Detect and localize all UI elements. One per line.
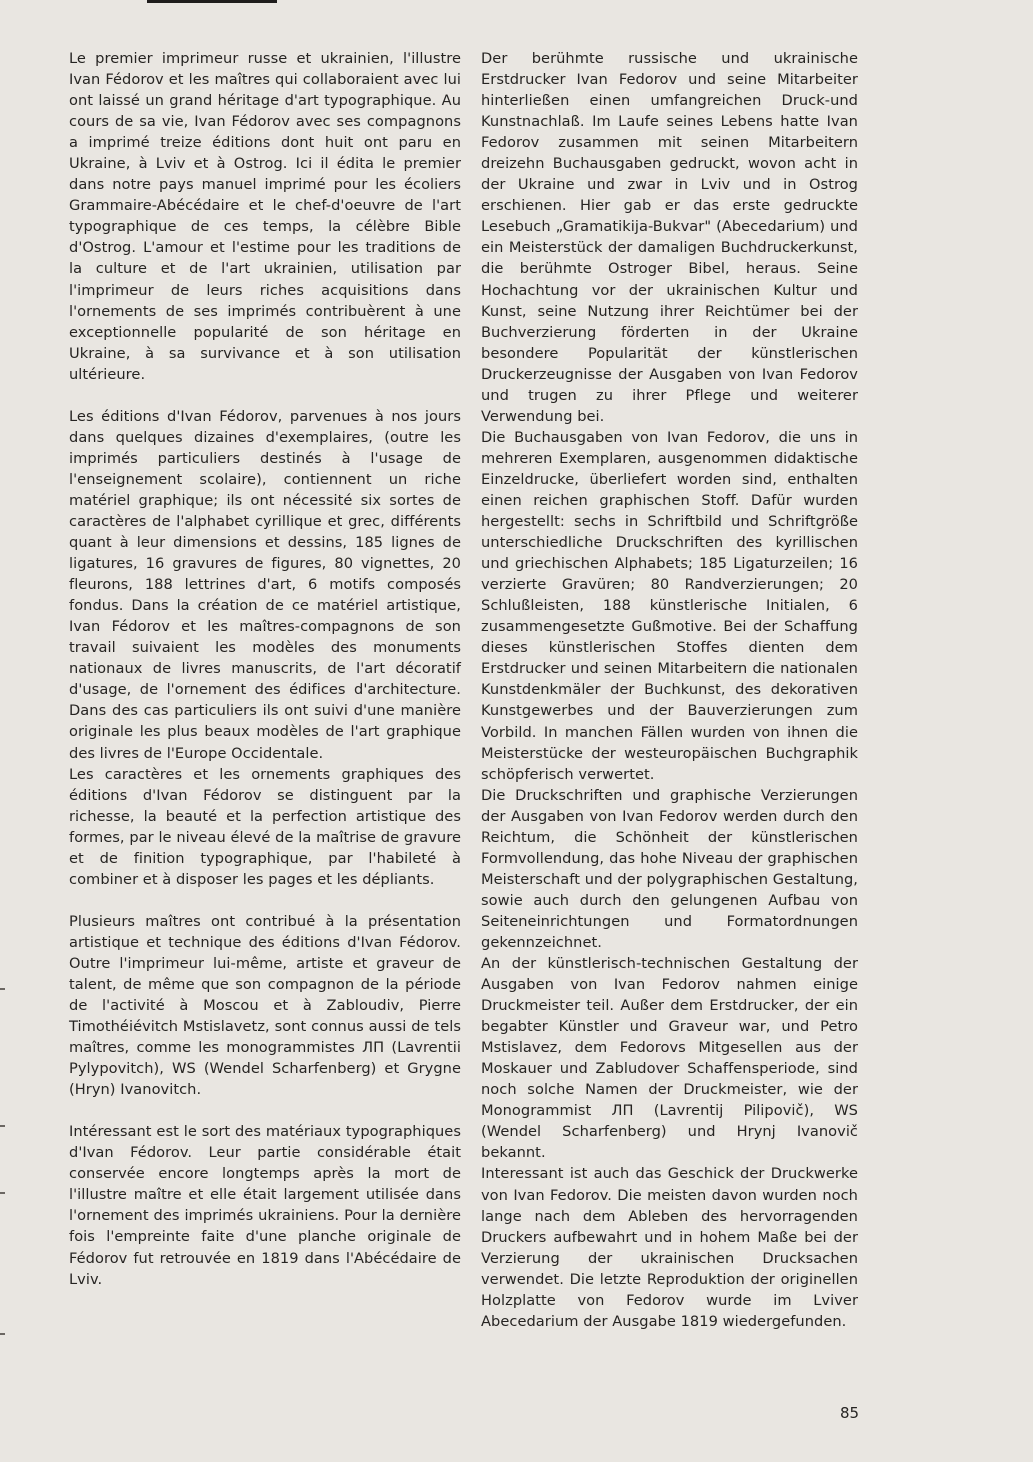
french-column: [69, 48, 461, 1290]
top-rule: [147, 0, 277, 3]
margin-mark: [0, 1192, 5, 1194]
german-paragraph-1: Der berühmte russische und ukrainische Erstdrucker Ivan Fedorov und seine Mitarbeiter hinterließen einen umfangreichen Druck-und Kunstnachlaß. Im Laufe seines Lebens hatte Ivan Fedorov zusammen mit seinen Mitarbeitern dreizehn Buchausgaben gedruckt, wovon acht in der Ukraine und zwar in Lviv und in Ostrog erschienen. Hier gab er das erste gedruckte Lesebuch „Gramatikija-Bukvar" (Abecedarium) und ein Meisterstück der damaligen Buchdruckerkunst, die berühmte Ostroger Bibel, heraus. Seine Hochachtung vor der ukrainischen Kultur und Kunst, seine Nutzung ihrer Reichtümer bei der Buchverzierung förderten in der Ukraine besondere Popularität der künstlerischen Druckerzeugnisse der Ausgaben von Ivan Fedorov und trugen zu ihrer Pflege und weiterer Verwendung bei.: [481, 50, 858, 425]
french-paragraph-5: Intéressant est le sort des matériaux typographiques d'Ivan Fédorov. Leur partie considérable était conservée encore longtemps après la mort de l'illustre maître et elle était largement utilisée dans l'ornement des imprimés ukrainiens. Pour la dernière fois l'empreinte faite d'une planche originale de Fédorov fut retrouvée en 1819 dans l'Abécédaire de Lviv.: [69, 1123, 461, 1288]
french-paragraph-2: Les éditions d'Ivan Fédorov, parvenues à nos jours dans quelques dizaines d'exemplaires, (outre les imprimés particuliers destinés à l'usage de l'enseignement scolaire), contiennent un riche matériel graphique; ils ont nécessité six sortes de caractères de l'alphabet cyrillique et grec, différents quant à leur dimensions et dessins, 185 lignes de ligatures, 16 gravures de figures, 80 vignettes, 20 fleurons, 188 lettrines d'art, 6 motifs composés fondus. Dans la création de ce matériel artistique, Ivan Fédorov et les maîtres-compagnons de son travail suivaient les modèles des monuments nationaux de livres manuscrits, de l'art décoratif d'usage, de l'ornement des édifices d'architecture. Dans des cas particuliers ils ont suivi d'une manière originale les plus beaux modèles de l'art graphique des livres de l'Europe Occidentale.: [69, 407, 461, 762]
french-paragraph-4: Plusieurs maîtres ont contribué à la présentation artistique et technique des éditions d'Ivan Fédorov. Outre l'imprimeur lui-même, artiste et graveur de talent, de même que son compagnon de la période de l'activité à Moscou et à Zabloudiv, Pierre Timothéiévitch Mstislavetz, sont connus aussi de tels maîtres, comme les monogrammistes ЛП (Lavrentii Pylypovitch), WS (Wendel Scharfenberg) et Grygne (Hryn) Ivanovitch.: [69, 912, 461, 1099]
german-paragraph-5: Interessant ist auch das Geschick der Druckwerke von Ivan Fedorov. Die meisten davon wurden noch lange nach dem Ableben des hervorragenden Druckers aufbewahrt und in hohem Maße bei der Verzierung der ukrainischen Drucksachen verwendet. Die letzte Reproduktion der originellen Holzplatte von Fedorov wurde im Lviver Abecedarium der Ausgabe 1819 wiedergefunden.: [481, 1165, 858, 1330]
margin-mark: [0, 1125, 5, 1127]
page-number: 85: [840, 1404, 860, 1422]
margin-mark: [0, 1333, 5, 1335]
german-column: [481, 48, 858, 1332]
german-paragraph-4: An der künstlerisch-technischen Gestaltung der Ausgaben von Ivan Fedorov nahmen einige Druckmeister teil. Außer dem Erstdrucker, der ein begabter Künstler und Graveur war, und Petro Mstislavez, dem Fedorovs Mitgesellen aus der Moskauer und Zabludover Schaffensperiode, sind noch solche Namen der Druckmeister, wie der Monogrammist ЛП (Lavrentij Pilipovič), WS (Wendel Scharfenberg) und Hrynj Ivanovič bekannt.: [481, 955, 858, 1162]
french-paragraph-1: Le premier imprimeur russe et ukrainien, l'illustre Ivan Fédorov et les maîtres qui collaboraient avec lui ont laissé un grand héritage d'art typographique. Au cours de sa vie, Ivan Fédorov avec ses compagnons a imprimé treize éditions dont huit ont paru en Ukraine, à Lviv et à Ostrog. Ici il édita le premier dans notre pays manuel imprimé pour les écoliers Grammaire-Abécédaire et le chef-d'oeuvre de l'art typographique de ces temps, la célèbre Bible d'Ostrog. L'amour et l'estime pour les traditions de la culture et de l'art ukrainien, utilisation par l'imprimeur de leurs riches acquisitions dans l'ornements de ses imprimés contribuèrent à une exceptionnelle popularité de son héritage en Ukraine, à sa survivance et à son utilisation ultérieure.: [69, 50, 461, 383]
french-paragraph-3: Les caractères et les ornements graphiques des éditions d'Ivan Fédorov se distinguent par la richesse, la beauté et la perfection artistique des formes, par le niveau élevé de la maîtrise de gravure et de finition typographique, par l'habileté à combiner et à disposer les pages et les dépliants.: [69, 765, 461, 888]
margin-mark: [0, 988, 5, 990]
german-paragraph-2: Die Buchausgaben von Ivan Fedorov, die uns in mehreren Exemplaren, ausgenommen didaktische Einzeldrucke, überliefert worden sind, enthalten einen reichen graphischen Stoff. Dafür wurden hergestellt: sechs in Schriftbild und Schriftgröße unterschiedliche Druckschriften des kyrillischen und griechischen Alphabets; 185 Ligaturzeilen; 16 verzierte Gravüren; 80 Randverzierungen; 20 Schlußleisten, 188 künstlerische Initialen, 6 zusammengesetzte Gußmotive. Bei der Schaffung dieses künstlerischen Stoffes dienten dem Erstdrucker und seinen Mitarbeitern die nationalen Kunstdenkmäler der Buchkunst, des dekorativen Kunstgewerbes und der Bauverzierungen zum Vorbild. In manchen Fällen wurden von ihnen die Meisterstücke der westeuropäischen Buchgraphik schöpferisch verwertet.: [481, 428, 858, 783]
german-paragraph-3: Die Druckschriften und graphische Verzierungen der Ausgaben von Ivan Fedorov werden durch den Reichtum, die Schönheit der künstlerischen Formvollendung, das hohe Niveau der graphischen Meisterschaft und der polygraphischen Gestaltung, sowie auch durch den gelungenen Aufbau von Seiteneinrichtungen und Formatordnungen gekennzeichnet.: [481, 786, 858, 951]
